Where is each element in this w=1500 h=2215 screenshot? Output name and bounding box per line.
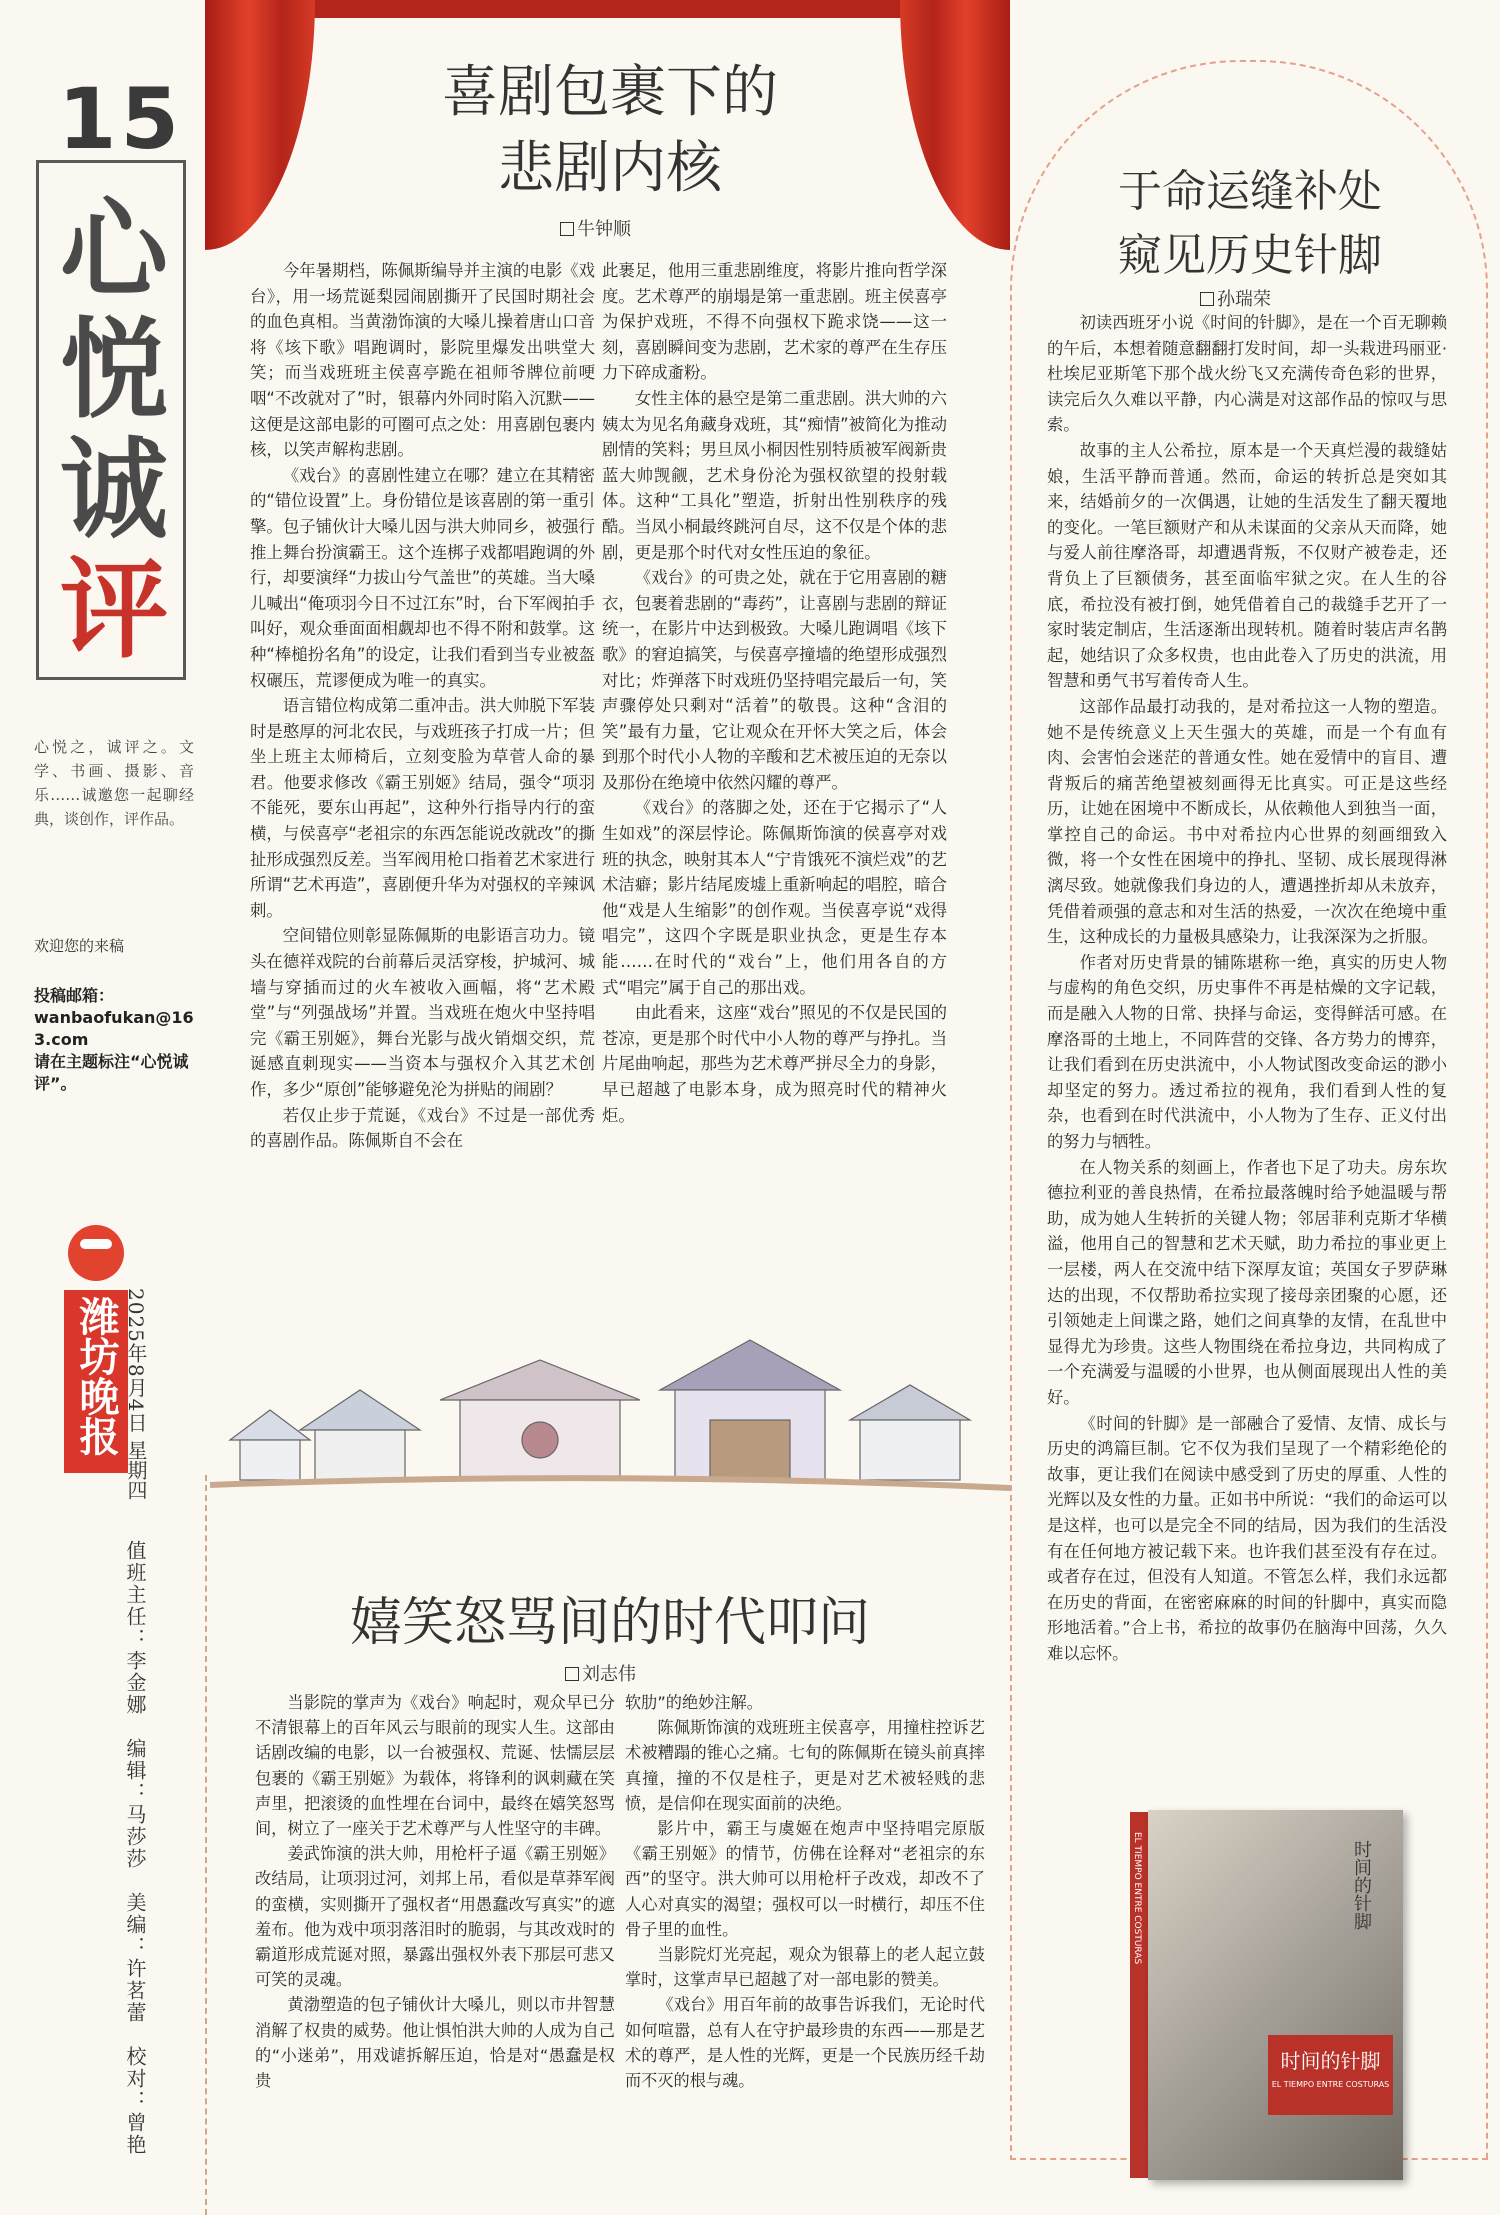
newspaper-logo-icon	[68, 1225, 124, 1281]
column-title-char: 评	[59, 547, 168, 673]
paragraph: 语言错位构成第二重冲击。洪大帅脱下军装时是憨厚的河北农民，与戏班孩子打成一片；但坐上班主太师椅后，立刻变脸为草菅人命的暴君。他要求修改《霸王别姬》结局，强令“项羽不能死，要东山再起”，这种外行指导内行的蛮横，与侯喜亭“老祖宗的东西怎能说改就改”的撕扯形成强烈反差。当军阀用枪口指着艺术家进行所谓“艺术再造”，喜剧便升华为对强权的辛辣讽刺。	[250, 696, 595, 920]
paragraph: 《戏台》的可贵之处，就在于它用喜剧的糖衣，包裹着悲剧的“毒药”，让喜剧与悲剧的辩证统一，在影片中达到极致。大嗓儿跑调唱《垓下歌》的窘迫搞笑，与侯喜亭撞墙的绝望形成强烈对比；炸弹落下时戏班仍坚持唱完最后一句，笑声骤停处只剩对“活着”的敬畏。这种“含泪的笑”最有力量，它让观众在开怀大笑之后，体会到那个时代小人物的辛酸和艺术被压迫的无奈以及那份在绝境中依然闪耀的尊严。	[602, 568, 947, 792]
article2-byline	[1200, 285, 1271, 311]
paragraph: 当影院的掌声为《戏台》响起时，观众早已分不清银幕上的百年风云与眼前的现实人生。这部由话剧改编的电影，以一台被强权、荒诞、怯懦层层包裹的《霸王别姬》为载体，将锋利的讽刺藏在笑声里，把滚烫的血性埋在台词中，最终在嬉笑怒骂间，树立了一座关于艺术尊严与人性坚守的丰碑。	[255, 1693, 615, 1839]
paragraph: 初读西班牙小说《时间的针脚》，是在一个百无聊赖的午后，本想着随意翻翻打发时间，却一头栽进玛丽亚·杜埃尼亚斯笔下那个战火纷飞又充满传奇色彩的世界，读完后久久难以平静，内心满是对这部作品的惊叹与思索。	[1047, 313, 1447, 435]
article3-title: 嬉笑怒骂间的时代叩问	[349, 1593, 870, 1653]
mailbox-address[interactable]: wanbaofukan@163.com	[34, 1008, 194, 1049]
paragraph: 女性主体的悬空是第二重悲剧。洪大帅的六姨太为见名角藏身戏班，其“痴情”被简化为推动剧情的笑料；男旦凤小桐因性别特质被军阀新贵蓝大帅觊觎，艺术身份沦为强权欲望的投射载体。这种“工具化”塑造，折射出性别秩序的残酷。当凤小桐最终跳河自尽，这不仅是个体的悲剧，更是那个时代对女性压迫的象征。	[602, 388, 947, 562]
column-blurb: 心悦之，诚评之。文学、书画、摄影、音乐……诚邀您一起聊经典，谈创作，评作品。	[34, 738, 194, 828]
book-cover-subtitle: EL TIEMPO ENTRE COSTURAS	[1271, 2080, 1390, 2089]
paragraph: 影片中，霸王与虞姬在炮声中坚持唱完原版《霸王别姬》的情节，仿佛在诠释对“老祖宗的东西”的坚守。洪大帅可以用枪杆子改戏，却改不了人心对真实的渴望；强权可以一时横行，却压不住骨子里的血性。	[625, 1819, 985, 1939]
article1-title-line: 喜剧包裹下的	[442, 60, 778, 125]
article2-title-line: 于命运缝补处	[1118, 166, 1382, 217]
curtain-pelmet	[205, 0, 1010, 18]
paragraph: 故事的主人公希拉，原本是一个天真烂漫的裁缝姑娘，生活平静而普通。然而，命运的转折总是突如其来，结婚前夕的一次偶遇，让她的生活发生了翻天覆地的变化。一笔巨额财产和从未谋面的父亲从天而降，她与爱人前往摩洛哥，却遭遇背叛，不仅财产被卷走，还背负上了巨额债务，甚至面临牢狱之灾。在人生的谷底，希拉没有被打倒，她凭借着自己的裁缝手艺开了一家时装定制店，生活逐渐出现转机。随着时装店声名鹊起，她结识了众多权贵，也由此卷入了历史的洪流，用智慧和勇气书写着传奇人生。	[1047, 440, 1447, 691]
paragraph: 在人物关系的刻画上，作者也下足了功夫。房东坎德拉利亚的善良热情，在希拉最落魄时给予她温暖与帮助，成为她人生转折的关键人物；邻居菲利克斯才华横溢，他用自己的智慧和艺术天赋，助力希拉的事业更上一层楼，两人在交流中结下深厚友谊；英国女子罗萨琳达的出现，不仅帮助希拉实现了接母亲团聚的心愿，还引领她走上间谍之路，她们之间真挚的友情，在乱世中显得尤为珍贵。这些人物围绕在希拉身边，共同构成了一个充满爱与温暖的小世界，也从侧面展现出人性的美好。	[1047, 1157, 1447, 1407]
article1-author: 牛钟顺	[577, 219, 631, 240]
book-cover-vertical-title: 时间的针脚	[1351, 1840, 1372, 1930]
column-title-char: 诚	[59, 427, 168, 553]
mailbox-note: 请在主题标注“心悦诚评”。	[34, 1052, 189, 1093]
paragraph: 此裹足，他用三重悲剧维度，将影片推向哲学深度。艺术尊严的崩塌是第一重悲剧。班主侯喜亭为保护戏班，不得不向强权下跪求饶——这一刻，喜剧瞬间变为悲剧，艺术家的尊严在生存压力下碎成齑粉。	[602, 261, 947, 383]
book-cover-band	[1268, 2035, 1393, 2115]
byline-box-icon	[560, 222, 574, 236]
mailbox-label: 投稿邮箱：	[34, 986, 115, 1005]
issue-date: 2025年8月4日	[124, 1288, 148, 1434]
byline-box-icon	[565, 1667, 579, 1681]
newspaper-name: 潍坊晚报	[64, 1290, 128, 1473]
ink-architecture-illustration	[210, 1320, 1010, 1495]
paragraph: 今年暑期档，陈佩斯编导并主演的电影《戏台》，用一场荒诞梨园闹剧撕开了民国时期社会的血色真相。当黄渤饰演的大嗓儿操着唐山口音将《垓下歌》唱跑调时，影院里爆发出哄堂大笑；而当戏班班主侯喜亭跪在祖师爷牌位前哽咽“不改就对了”时，银幕内外同时陷入沉默——这便是这部电影的可圈可点之处：用喜剧包裹内核，以笑声解构悲剧。	[250, 261, 595, 460]
paragraph: 《时间的针脚》是一部融合了爱情、友情、成长与历史的鸿篇巨制。它不仅为我们呈现了一个精彩绝伦的故事，更让我们在阅读中感受到了历史的厚重、人性的光辉以及女性的力量。正如书中所说：“我们的命运可以是这样，也可以是完全不同的结局，因为我们的生活没有在任何地方被记载下来。也许我们甚至没有存在过。或者存在过，但没有人知道。不管怎么样，我们永远都在历史的背面，在密密麻麻的时间的针脚中，真实而隐形地活着。”合上书，希拉的故事仍在脑海中回荡，久久难以忘怀。	[1047, 1413, 1447, 1663]
article2-title	[1050, 160, 1450, 288]
book-cover-image	[1148, 1810, 1403, 2180]
paragraph: 由此看来，这座“戏台”照见的不仅是民国的苍凉，更是那个时代中小人物的尊严与挣扎。当片尾曲响起，那些为艺术尊严拼尽全力的身影，早已超越了电影本身，成为照亮时代的精神火炬。	[602, 1003, 947, 1125]
paragraph: 软肋”的绝妙注解。	[625, 1693, 763, 1712]
paragraph: 陈佩斯饰演的戏班班主侯喜亭，用撞柱控诉艺术被糟蹋的锥心之痛。七旬的陈佩斯在镜头前真摔真撞，撞的不仅是柱子，更是对艺术被轻贱的悲愤，是信仰在现实面前的决绝。	[625, 1718, 985, 1813]
paragraph: 若仅止步于荒诞，《戏台》不过是一部优秀的喜剧作品。陈佩斯自不会在	[250, 1105, 595, 1151]
issue-weekday: 星期四	[124, 1440, 148, 1500]
article1-title	[330, 55, 890, 207]
article3-author: 刘志伟	[582, 1664, 636, 1685]
book-spine	[1130, 1812, 1150, 2178]
paragraph: 空间错位则彰显陈佩斯的电影语言功力。镜头在德祥戏院的台前幕后灵活穿梭，护城河、城墙与穿插而过的火车被收入画幅，将“艺术殿堂”与“列强战场”并置。当戏班在炮火中坚持唱完《霸王别姬》，舞台光影与战火销烟交织，荒诞感直刺现实——当资本与强权介入其艺术创作，多少“原创”能够避免沦为拼贴的闹剧？	[250, 926, 595, 1099]
paragraph: 这部作品最打动我的，是对希拉这一人物的塑造。她不是传统意义上天生强大的英雄，而是一个有血有肉、会害怕会迷茫的普通女性。她在爱情中的盲目、遭背叛后的痛苦绝望被刻画得无比真实。可正是这些经历，让她在困境中不断成长，从依赖他人到独当一面，掌控自己的命运。书中对希拉内心世界的刻画细致入微，将一个女性在困境中的挣扎、坚韧、成长展现得淋漓尽致。她就像我们身边的人，遭遇挫折却从未放弃，凭借着顽强的意志和对生活的热爱，一次次在绝境中重生，这种成长的力量极具感染力，让我深深为之折服。	[1047, 696, 1447, 947]
article2-title-line: 窥见历史针脚	[1118, 230, 1382, 281]
book-cover-title: 时间的针脚	[1280, 2049, 1381, 2073]
curtain-right	[900, 0, 1010, 250]
paragraph: 当影院灯光亮起，观众为银幕上的老人起立鼓掌时，这掌声早已超越了对一部电影的赞美。	[625, 1945, 985, 1990]
article3-column-1	[255, 1690, 615, 2093]
book-spine-text: EL TIEMPO ENTRE COSTURAS	[1132, 1832, 1142, 1965]
article3-byline	[565, 1660, 636, 1686]
article1-column-2	[602, 258, 947, 1128]
column-title-char: 悦	[59, 307, 168, 433]
paragraph: 姜武饰演的洪大帅，用枪杆子逼《霸王别姬》改结局，让项羽过河，刘邦上吊，看似是草莽军阀的蛮横，实则撕开了强权者“用愚蠢改写真实”的遮羞布。他为戏中项羽落泪时的脆弱，与其改戏时的霸道形成荒诞对照，暴露出强权外表下那层可悲又可笑的灵魂。	[255, 1844, 615, 1990]
article1-byline	[560, 215, 631, 241]
page-number: 15	[58, 70, 183, 168]
submission-info	[34, 985, 204, 1095]
article2-body	[1047, 310, 1447, 1666]
column-title-char: 心	[59, 187, 168, 313]
paragraph: 作者对历史背景的铺陈堪称一绝，真实的历史人物与虚构的角色交织，历史事件不再是枯燥的文字记载，而是融入人物的日常、抉择与命运，变得鲜活可感。在摩洛哥的土地上，不同阵营的交锋、各方势力的博弈，让我们看到在历史洪流中，小人物试图改变命运的渺小却坚定的努力。透过希拉的视角，我们看到人性的复杂，也看到在时代洪流中，小人物为了生存、正义付出的努力与牺牲。	[1047, 952, 1447, 1151]
article3-column-2	[625, 1690, 985, 2093]
byline-box-icon	[1200, 292, 1214, 306]
paragraph: 《戏台》的喜剧性建立在哪？建立在其精密的“错位设置”上。身份错位是该喜剧的第一重引擎。包子铺伙计大嗓儿因与洪大帅同乡，被强行推上舞台扮演霸王。这个连梆子戏都唱跑调的外行，却要演绎“力拔山兮气盖世”的英雄。当大嗓儿喊出“俺项羽今日不过江东”时，台下军阀拍手叫好，观众垂面面相觑却也不得不附和鼓掌。这种“棒槌扮名角”的设定，让我们看到当专业被盔权碾压，荒谬便成为唯一的真实。	[250, 465, 595, 690]
paragraph: 黄渤塑造的包子铺伙计大嗓儿，则以市井智慧消解了权贵的威势。他让惧怕洪大帅的人成为自己的“小迷弟”，用戏谑拆解压迫，恰是对“愚蠢是权贵	[255, 1995, 615, 2091]
article1-title-line: 悲剧内核	[498, 136, 722, 201]
paragraph: 《戏台》的落脚之处，还在于它揭示了“人生如戏”的深层悖论。陈佩斯饰演的侯喜亭对戏班的执念，映射其本人“宁肯饿死不演烂戏”的艺术洁癖；影片结尾废墟上重新响起的唱腔，暗合他“戏是人生缩影”的创作观。当侯喜亭说“戏得唱完”，这四个字既是职业执念，更是生存本能……在时代的“戏台”上，他们用各自的方式“唱完”属于自己的那出戏。	[602, 798, 947, 997]
staff-credits: 值班主任：李金娜 编辑：马莎莎 美编：许茗蕾 校对：曾艳	[123, 1540, 147, 2156]
article1-column-1	[250, 258, 595, 1154]
article2-author: 孙瑞荣	[1217, 289, 1271, 310]
curtain-left	[205, 0, 315, 250]
paragraph: 《戏台》用百年前的故事告诉我们，无论时代如何喧嚣，总有人在守护最珍贵的东西——那是艺术的尊严，是人性的光辉，更是一个民族历经千劫而不灭的根与魂。	[625, 1995, 985, 2091]
welcome-text: 欢迎您的来稿	[34, 937, 125, 955]
